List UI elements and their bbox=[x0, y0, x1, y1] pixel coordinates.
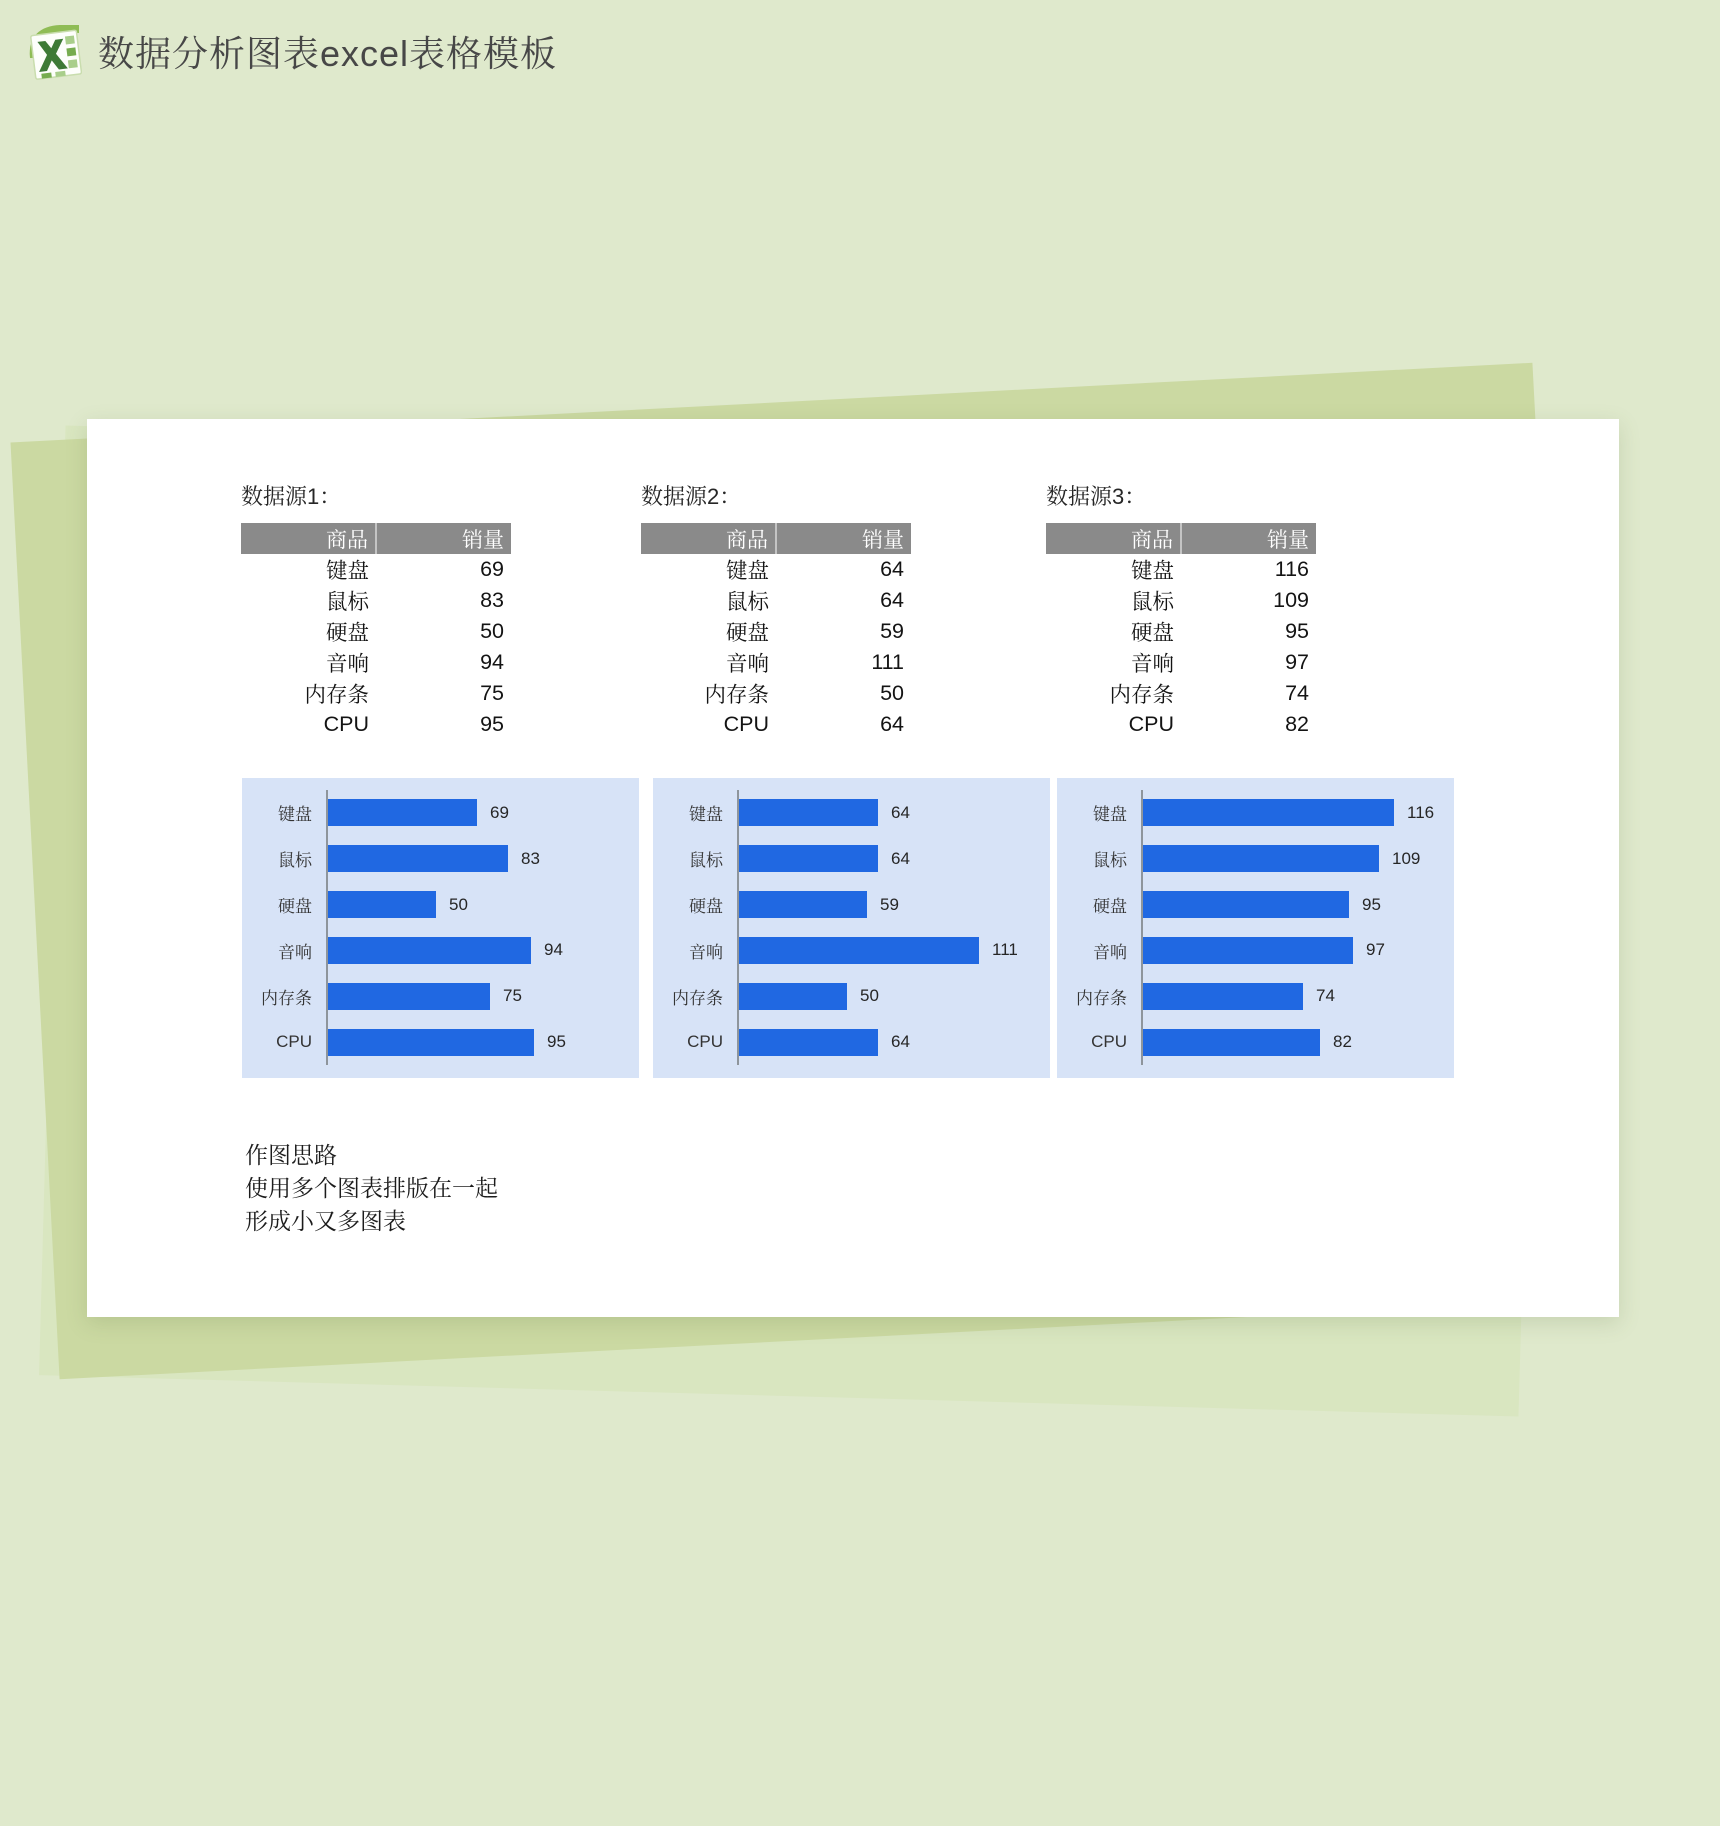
table-row bbox=[641, 554, 911, 585]
category-label: 鼠标 bbox=[278, 851, 312, 871]
sales-cell: 97 bbox=[1285, 650, 1309, 674]
product-cell: 内存条 bbox=[704, 683, 769, 707]
page-title: 数据分析图表excel表格模板 bbox=[98, 32, 558, 74]
table-row bbox=[1046, 554, 1316, 585]
product-cell: 键盘 bbox=[725, 559, 769, 583]
category-label: 音响 bbox=[689, 942, 723, 962]
bar-chart-2 bbox=[653, 778, 1050, 1078]
category-label: 键盘 bbox=[1093, 805, 1127, 825]
sales-cell: 69 bbox=[480, 557, 504, 581]
sales-cell: 64 bbox=[880, 588, 904, 612]
column-header-sales: 销量 bbox=[375, 523, 511, 554]
table-row bbox=[241, 709, 511, 740]
data-table-1 bbox=[241, 483, 511, 740]
data-label: 75 bbox=[503, 986, 522, 1006]
sales-cell: 109 bbox=[1273, 588, 1309, 612]
chart-row bbox=[1057, 927, 1448, 973]
table-header-row bbox=[641, 523, 911, 554]
data-label: 69 bbox=[490, 802, 509, 822]
category-label: 硬盘 bbox=[689, 897, 723, 917]
sales-cell: 82 bbox=[1285, 712, 1309, 736]
data-label: 64 bbox=[891, 802, 910, 822]
chart-plot-area bbox=[1057, 790, 1448, 1065]
bar bbox=[1143, 983, 1303, 1010]
product-cell: CPU bbox=[323, 712, 369, 736]
table-label: 数据源1： bbox=[241, 484, 342, 509]
category-label: 音响 bbox=[278, 942, 312, 962]
table-row bbox=[641, 709, 911, 740]
product-cell: CPU bbox=[723, 712, 769, 736]
bar bbox=[739, 891, 867, 918]
chart-row bbox=[1057, 790, 1448, 836]
column-header-product: 商品 bbox=[726, 528, 768, 552]
data-label: 50 bbox=[860, 986, 879, 1006]
sales-cell: 111 bbox=[871, 650, 904, 674]
table-row bbox=[1046, 647, 1316, 678]
bar bbox=[328, 845, 508, 872]
product-cell: 音响 bbox=[1130, 652, 1174, 676]
bar bbox=[1143, 891, 1349, 918]
bar bbox=[1143, 937, 1353, 964]
category-label: 键盘 bbox=[689, 805, 723, 825]
product-cell: 硬盘 bbox=[1130, 621, 1174, 645]
category-label: 硬盘 bbox=[1093, 897, 1127, 917]
category-label: 鼠标 bbox=[1093, 851, 1127, 871]
sales-cell: 116 bbox=[1274, 557, 1309, 581]
chart-row bbox=[242, 927, 633, 973]
product-cell: 硬盘 bbox=[725, 621, 769, 645]
excel-icon bbox=[26, 22, 82, 80]
bar bbox=[739, 983, 847, 1010]
data-label: 74 bbox=[1316, 986, 1335, 1006]
table-body bbox=[641, 554, 911, 740]
chart-row bbox=[653, 973, 1044, 1019]
category-label: CPU bbox=[1091, 1032, 1127, 1052]
category-label: 硬盘 bbox=[278, 897, 312, 917]
chart-row bbox=[1057, 882, 1448, 928]
note-line: 作图思路 bbox=[245, 1142, 337, 1168]
bar bbox=[1143, 845, 1379, 872]
product-cell: 硬盘 bbox=[325, 621, 369, 645]
chart-row bbox=[242, 1019, 633, 1065]
product-cell: 音响 bbox=[725, 652, 769, 676]
table-row bbox=[641, 616, 911, 647]
data-label: 64 bbox=[891, 1032, 910, 1052]
category-label: 音响 bbox=[1093, 942, 1127, 962]
category-label: CPU bbox=[276, 1032, 312, 1052]
table-body bbox=[241, 554, 511, 740]
product-cell: 键盘 bbox=[1130, 559, 1174, 583]
data-table-2 bbox=[641, 483, 911, 740]
sales-cell: 50 bbox=[880, 681, 904, 705]
data-label: 97 bbox=[1366, 940, 1385, 960]
sales-cell: 74 bbox=[1285, 681, 1309, 705]
data-label: 109 bbox=[1392, 848, 1421, 868]
table-row bbox=[241, 647, 511, 678]
category-label: 键盘 bbox=[278, 805, 312, 825]
bar bbox=[739, 937, 979, 964]
table-row bbox=[641, 647, 911, 678]
category-label: CPU bbox=[687, 1032, 723, 1052]
product-cell: 鼠标 bbox=[325, 590, 369, 614]
chart-row bbox=[1057, 1019, 1448, 1065]
product-cell: 内存条 bbox=[304, 683, 369, 707]
table-row bbox=[1046, 678, 1316, 709]
sales-cell: 94 bbox=[480, 650, 504, 674]
chart-row bbox=[242, 790, 633, 836]
chart-plot-area bbox=[653, 790, 1044, 1065]
category-label: 内存条 bbox=[672, 988, 723, 1008]
table-row bbox=[1046, 585, 1316, 616]
bar bbox=[1143, 799, 1394, 826]
bar bbox=[1143, 1029, 1320, 1056]
chart-row bbox=[653, 790, 1044, 836]
product-cell: 内存条 bbox=[1109, 683, 1174, 707]
table-row bbox=[1046, 709, 1316, 740]
table-row bbox=[641, 585, 911, 616]
chart-row bbox=[242, 973, 633, 1019]
chart-row bbox=[242, 836, 633, 882]
bar bbox=[739, 799, 878, 826]
bar bbox=[328, 937, 531, 964]
sales-cell: 75 bbox=[480, 681, 504, 705]
sales-cell: 50 bbox=[480, 619, 504, 643]
category-label: 内存条 bbox=[1076, 988, 1127, 1008]
bar bbox=[328, 891, 436, 918]
bar bbox=[328, 983, 490, 1010]
sales-cell: 83 bbox=[480, 588, 504, 612]
product-cell: 鼠标 bbox=[725, 590, 769, 614]
column-header-sales: 销量 bbox=[1180, 523, 1316, 554]
table-row bbox=[241, 678, 511, 709]
sales-cell: 64 bbox=[880, 712, 904, 736]
table-row bbox=[241, 585, 511, 616]
data-label: 94 bbox=[544, 940, 563, 960]
bar bbox=[328, 799, 477, 826]
table-header-row bbox=[241, 523, 511, 554]
data-label: 64 bbox=[891, 848, 910, 868]
product-cell: CPU bbox=[1128, 712, 1174, 736]
page-header bbox=[26, 22, 557, 80]
data-label: 82 bbox=[1333, 1032, 1352, 1052]
data-label: 83 bbox=[521, 848, 540, 868]
table-row bbox=[1046, 616, 1316, 647]
chart-row bbox=[653, 927, 1044, 973]
table-label: 数据源3： bbox=[1046, 484, 1147, 509]
bar-chart-3 bbox=[1057, 778, 1454, 1078]
chart-row bbox=[653, 836, 1044, 882]
bar bbox=[739, 845, 878, 872]
sales-cell: 64 bbox=[880, 557, 904, 581]
note-block bbox=[245, 1139, 498, 1238]
category-label: 内存条 bbox=[261, 988, 312, 1008]
category-label: 鼠标 bbox=[689, 851, 723, 871]
column-header-product: 商品 bbox=[1131, 528, 1173, 552]
chart-row bbox=[1057, 973, 1448, 1019]
column-header-sales: 销量 bbox=[775, 523, 911, 554]
chart-row bbox=[242, 882, 633, 928]
data-table-3 bbox=[1046, 483, 1316, 740]
note-line: 使用多个图表排版在一起 bbox=[245, 1175, 498, 1201]
product-cell: 鼠标 bbox=[1130, 590, 1174, 614]
chart-row bbox=[1057, 836, 1448, 882]
bar bbox=[739, 1029, 878, 1056]
data-label: 50 bbox=[449, 894, 468, 914]
product-cell: 音响 bbox=[325, 652, 369, 676]
table-row bbox=[241, 616, 511, 647]
sales-cell: 95 bbox=[1285, 619, 1309, 643]
table-header-row bbox=[1046, 523, 1316, 554]
bar bbox=[328, 1029, 534, 1056]
data-label: 95 bbox=[547, 1032, 566, 1052]
table-row bbox=[241, 554, 511, 585]
chart-row bbox=[653, 1019, 1044, 1065]
table-label: 数据源2： bbox=[641, 484, 742, 509]
data-label: 95 bbox=[1362, 894, 1381, 914]
sales-cell: 59 bbox=[880, 619, 904, 643]
data-label: 116 bbox=[1407, 802, 1435, 822]
worksheet bbox=[87, 419, 1619, 1317]
product-cell: 键盘 bbox=[325, 559, 369, 583]
data-label: 111 bbox=[992, 940, 1018, 960]
chart-row bbox=[653, 882, 1044, 928]
chart-plot-area bbox=[242, 790, 633, 1065]
table-row bbox=[641, 678, 911, 709]
note-line: 形成小又多图表 bbox=[245, 1208, 406, 1234]
bar-chart-1 bbox=[242, 778, 639, 1078]
sales-cell: 95 bbox=[480, 712, 504, 736]
column-header-product: 商品 bbox=[326, 528, 368, 552]
data-label: 59 bbox=[880, 894, 899, 914]
table-body bbox=[1046, 554, 1316, 740]
